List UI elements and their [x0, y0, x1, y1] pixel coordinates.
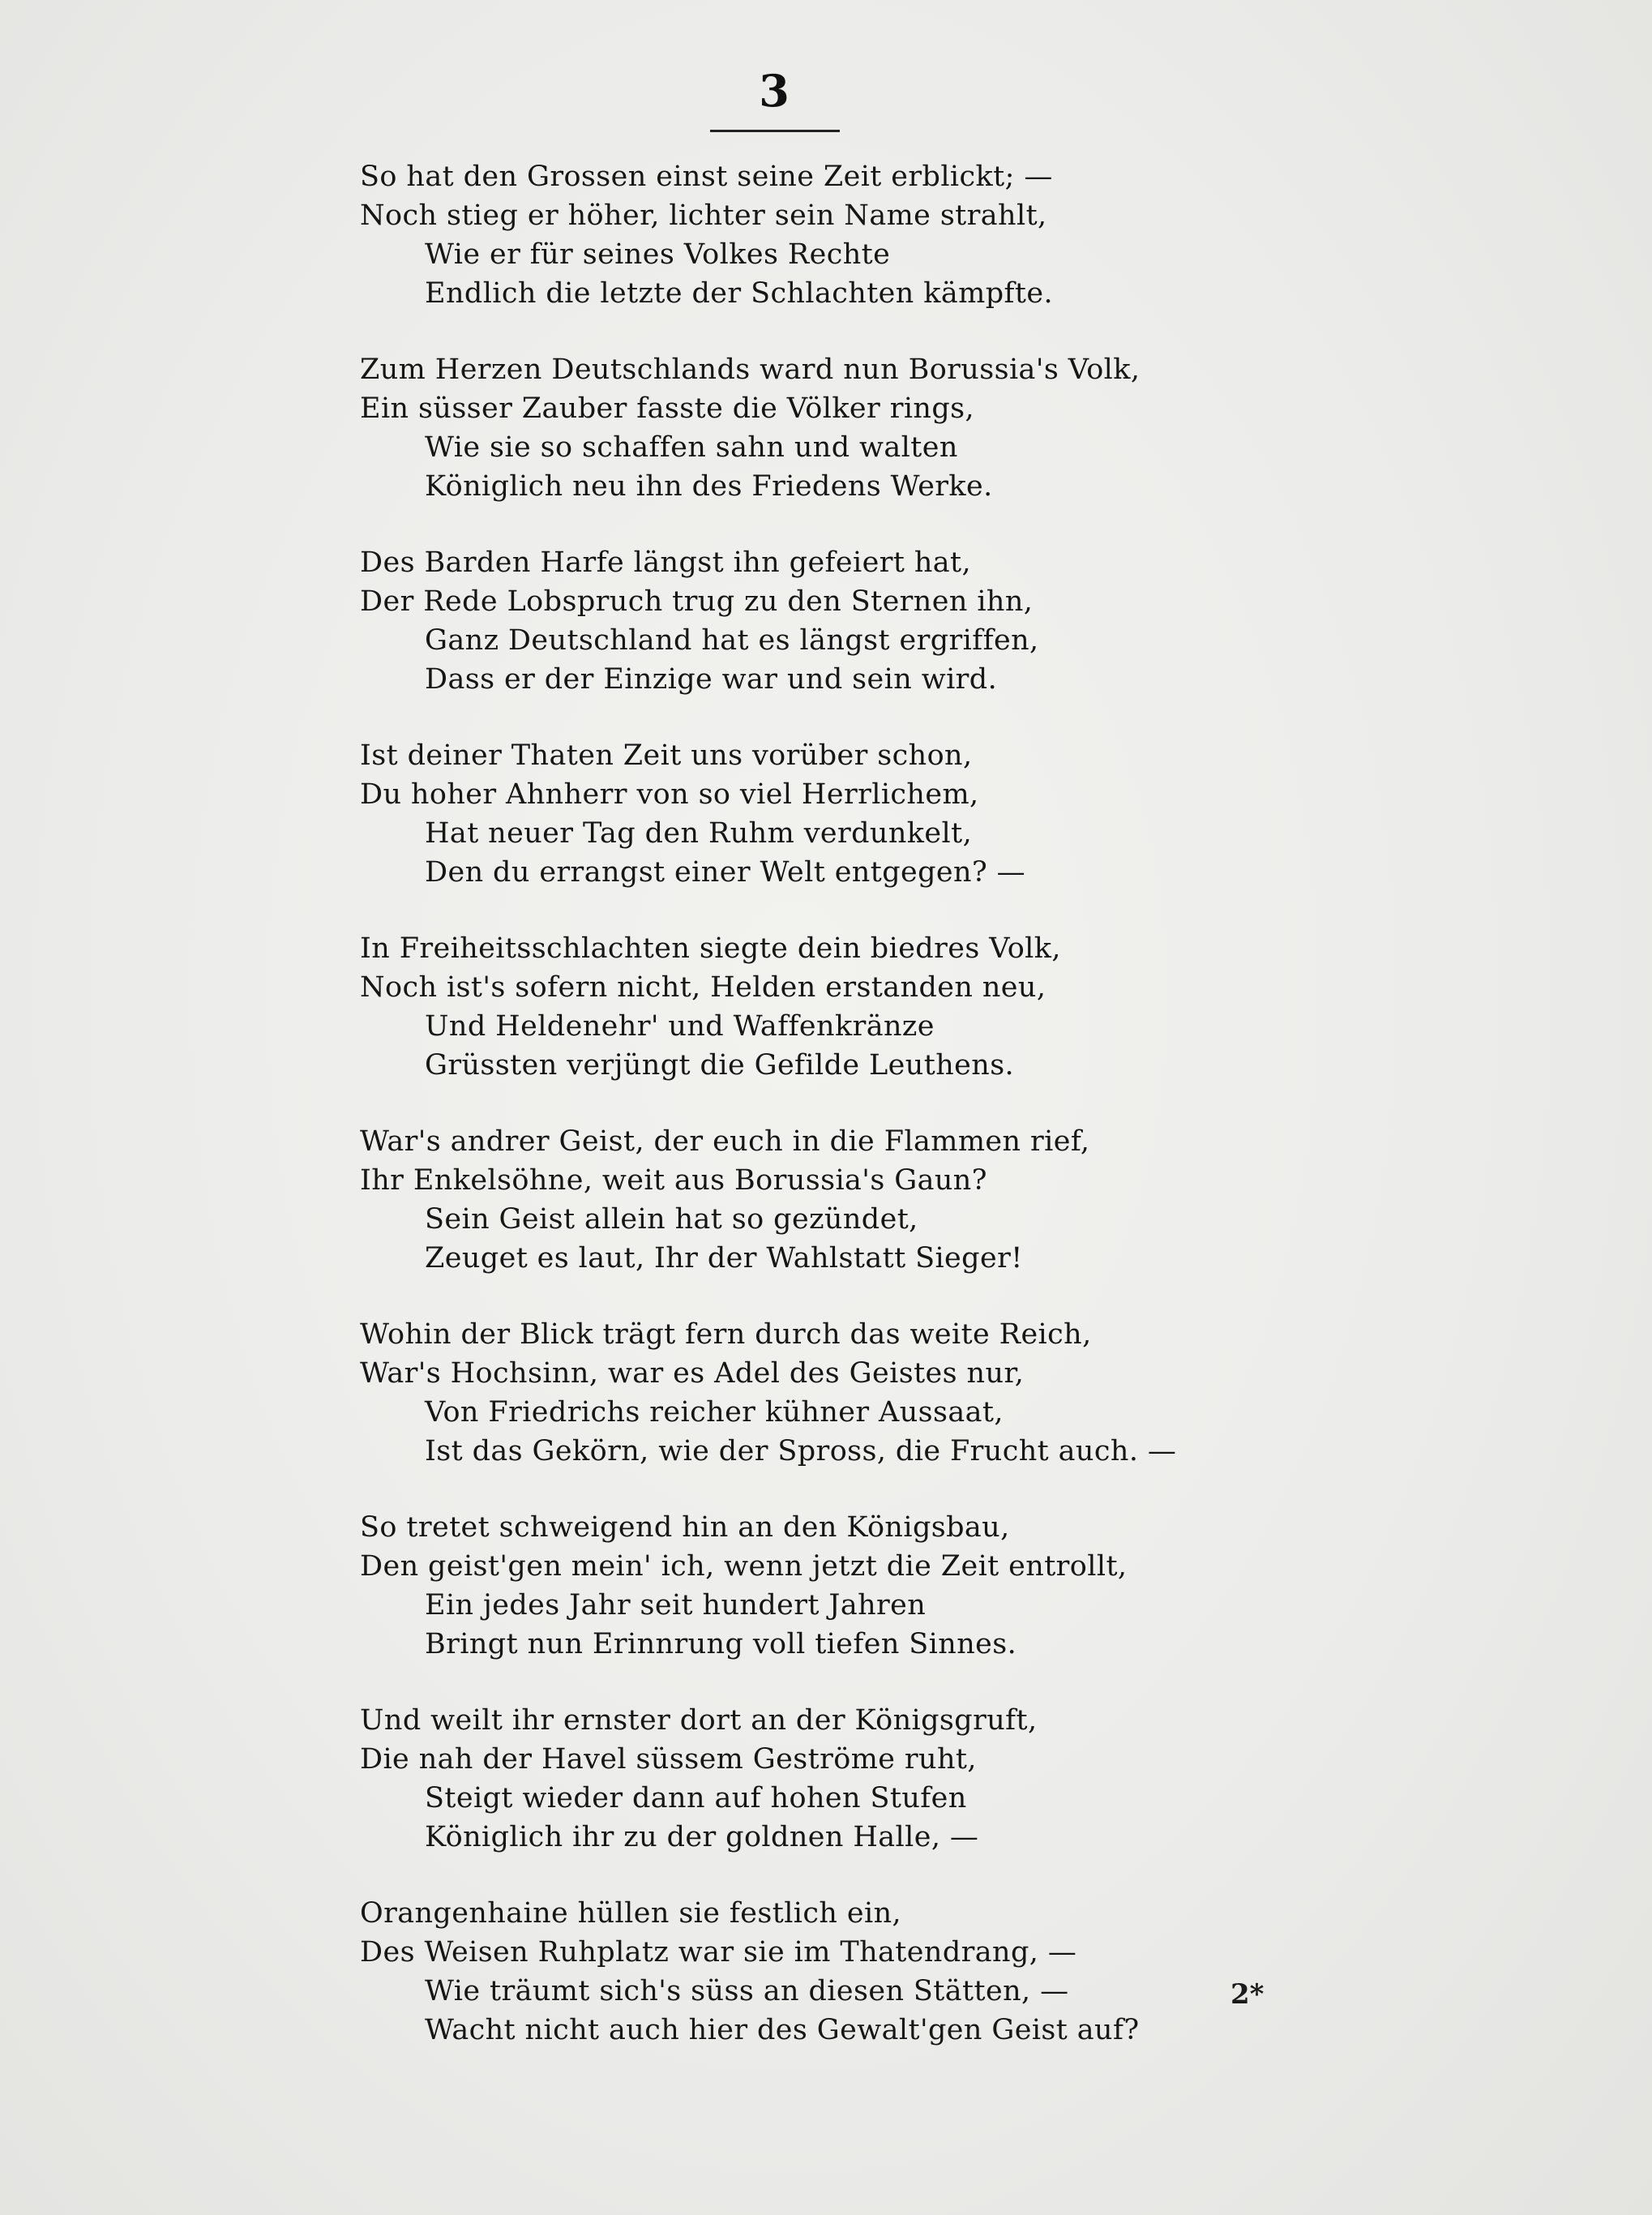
verse-line: Ein süsser Zauber fasste die Völker rings,: [360, 392, 975, 425]
verse-line: Orangenhaine hüllen sie festlich ein,: [360, 1897, 902, 1930]
verse-line: Bringt nun Erinnrung voll tiefen Sinnes.: [425, 1628, 1017, 1660]
stanza: [360, 157, 1171, 313]
page-number-rule: [710, 130, 840, 132]
verse-line: Du hoher Ahnherr von so viel Herrlichem,: [360, 778, 979, 811]
verse-line: Ganz Deutschland hat es längst ergriffen,: [425, 624, 1039, 657]
verse-line: So hat den Grossen einst seine Zeit erblickt; —: [360, 161, 1053, 193]
verse-line: So tretet schweigend hin an den Königsbau,: [360, 1511, 1010, 1544]
verse-line: Wacht nicht auch hier des Gewalt'gen Geist auf?: [425, 2014, 1140, 2046]
verse-line: Ist deiner Thaten Zeit uns vorüber schon,: [360, 739, 973, 772]
verse-line: Ihr Enkelsöhne, weit aus Borussia's Gaun?: [360, 1164, 987, 1197]
verse-line: Grüssten verjüngt die Gefilde Leuthens.: [425, 1049, 1015, 1082]
stanza: [360, 929, 1171, 1085]
verse-line: Ein jedes Jahr seit hundert Jahren: [425, 1589, 927, 1622]
stanza: [360, 1315, 1177, 1471]
stanza: [360, 350, 1171, 506]
verse-line: Noch ist's sofern nicht, Helden erstanden neu,: [360, 971, 1046, 1004]
verse-line: War's andrer Geist, der euch in die Flammen rief,: [360, 1125, 1090, 1158]
verse-line: Der Rede Lobspruch trug zu den Sternen ihn,: [360, 585, 1034, 618]
verse-line: Steigt wieder dann auf hohen Stufen: [425, 1782, 967, 1814]
verse-line: Dass er der Einzige war und sein wird.: [425, 663, 998, 696]
verse-line: Zum Herzen Deutschlands ward nun Borussia's Volk,: [360, 353, 1141, 386]
verse-line: Des Weisen Ruhplatz war sie im Thatendrang, —: [360, 1936, 1077, 1969]
verse-line: Königlich ihr zu der goldnen Halle, —: [425, 1821, 979, 1853]
verse-line: Noch stieg er höher, lichter sein Name strahlt,: [360, 199, 1047, 232]
stanza: [360, 543, 1171, 699]
verse-line: Zeuget es laut, Ihr der Wahlstatt Sieger!: [425, 1242, 1023, 1275]
verse-line: Und Heldenehr' und Waffenkränze: [425, 1010, 935, 1043]
page-number: 3: [759, 65, 790, 117]
verse-line: Wie träumt sich's süss an diesen Stätten, —: [425, 1975, 1069, 2007]
verse-line: Sein Geist allein hat so gezündet,: [425, 1203, 918, 1236]
verse-line: Ist das Gekörn, wie der Spross, die Frucht auch. —: [425, 1435, 1177, 1467]
verse-line: Hat neuer Tag den Ruhm verdunkelt,: [425, 817, 973, 850]
stanza: [360, 1894, 1171, 2050]
verse-line: Den geist'gen mein' ich, wenn jetzt die Zeit entrollt,: [360, 1550, 1128, 1583]
verse-line: Königlich neu ihn des Friedens Werke.: [425, 470, 993, 503]
verse-line: War's Hochsinn, war es Adel des Geistes nur,: [360, 1357, 1025, 1390]
stanza: [360, 1701, 1171, 1857]
verse-line: In Freiheitsschlachten siegte dein biedres Volk,: [360, 932, 1061, 965]
verse-line: Endlich die letzte der Schlachten kämpfte.: [425, 277, 1053, 310]
stanza: [360, 736, 1171, 892]
verse-line: Wie er für seines Volkes Rechte: [425, 238, 891, 271]
verse-line: Des Barden Harfe längst ihn gefeiert hat,: [360, 546, 972, 579]
verse-line: Wie sie so schaffen sahn und walten: [425, 431, 958, 464]
stanza: [360, 1122, 1171, 1278]
verse-line: Den du errangst einer Welt entgegen? —: [425, 856, 1026, 889]
verse-line: Und weilt ihr ernster dort an der Königsgruft,: [360, 1704, 1038, 1737]
poem: [360, 157, 1177, 2087]
verse-line: Die nah der Havel süssem Geströme ruht,: [360, 1743, 977, 1776]
printer-signature-mark: 2*: [1230, 1978, 1265, 2011]
verse-line: Wohin der Blick trägt fern durch das weite Reich,: [360, 1318, 1092, 1351]
stanza: [360, 1508, 1171, 1664]
verse-line: Von Friedrichs reicher kühner Aussaat,: [425, 1396, 1004, 1429]
